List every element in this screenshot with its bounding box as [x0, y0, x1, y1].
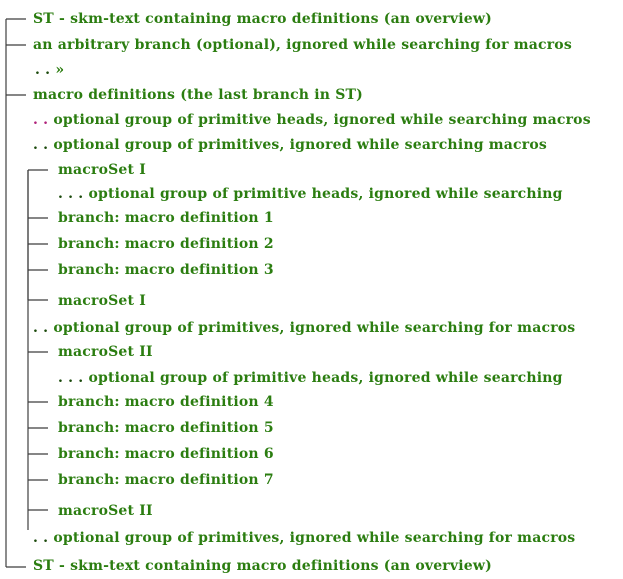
macro-definition-1-node	[58, 210, 274, 226]
macroset2-primitive-heads-node	[58, 370, 563, 386]
node-label: branch: macro definition 1	[58, 210, 274, 226]
macroset1-close-node	[58, 293, 146, 309]
primitives-group-node-1	[33, 137, 547, 153]
node-label: branch: macro definition 7	[58, 472, 274, 488]
continuation-node	[35, 62, 64, 78]
dots-prefix: . .	[33, 137, 49, 153]
macro-definition-3-node	[58, 262, 274, 278]
macro-definition-5-node	[58, 420, 274, 436]
macroset2-open-node	[58, 344, 153, 360]
node-label: macroSet II	[58, 344, 153, 360]
node-label: macroSet II	[58, 503, 153, 519]
primitive-heads-group-node	[33, 112, 591, 128]
node-label: branch: macro definition 4	[58, 394, 274, 410]
dots-prefix: . . .	[58, 370, 84, 386]
node-label: macroSet I	[58, 162, 147, 178]
macro-definition-7-node	[58, 472, 274, 488]
node-label: »	[55, 62, 65, 78]
node-label: branch: macro definition 3	[58, 262, 274, 278]
dots-prefix: . .	[33, 530, 49, 546]
macro-definition-6-node	[58, 446, 274, 462]
node-label: optional group of primitives, ignored while searching for macros	[53, 530, 576, 546]
macro-definition-4-node	[58, 394, 274, 410]
node-label: branch: macro definition 6	[58, 446, 274, 462]
dots-prefix: . .	[35, 62, 51, 78]
node-label: ST - skm-text containing macro definitions (an overview)	[33, 558, 492, 574]
node-label: ST - skm-text containing macro definitions (an overview)	[33, 11, 492, 27]
dots-prefix: . . .	[58, 186, 84, 202]
primitives-group-node-2	[33, 320, 575, 336]
macroset2-close-node	[58, 503, 153, 519]
macroset1-open-node	[58, 162, 146, 178]
root-node-bottom	[33, 558, 492, 574]
macroset1-primitive-heads-node	[58, 186, 563, 202]
primitives-group-node-3	[33, 530, 575, 546]
root-node-top	[33, 11, 492, 27]
macro-definition-2-node	[58, 236, 274, 252]
arbitrary-branch-node	[33, 37, 572, 53]
dots-prefix: . .	[33, 112, 49, 128]
macro-definitions-node	[33, 87, 363, 103]
node-label: optional group of primitive heads, ignored while searching	[88, 186, 563, 202]
node-label: macro definitions (the last branch in ST)	[33, 87, 363, 103]
node-label: branch: macro definition 5	[58, 420, 274, 436]
node-label: branch: macro definition 2	[58, 236, 274, 252]
dots-prefix: . .	[33, 320, 49, 336]
node-label: macroSet I	[58, 293, 147, 309]
node-label: optional group of primitives, ignored while searching for macros	[53, 320, 576, 336]
node-label: optional group of primitives, ignored while searching macros	[53, 137, 547, 153]
node-label: optional group of primitive heads, ignored while searching	[88, 370, 563, 386]
node-label: optional group of primitive heads, ignored while searching macros	[53, 112, 591, 128]
node-label: an arbitrary branch (optional), ignored while searching for macros	[33, 37, 572, 53]
